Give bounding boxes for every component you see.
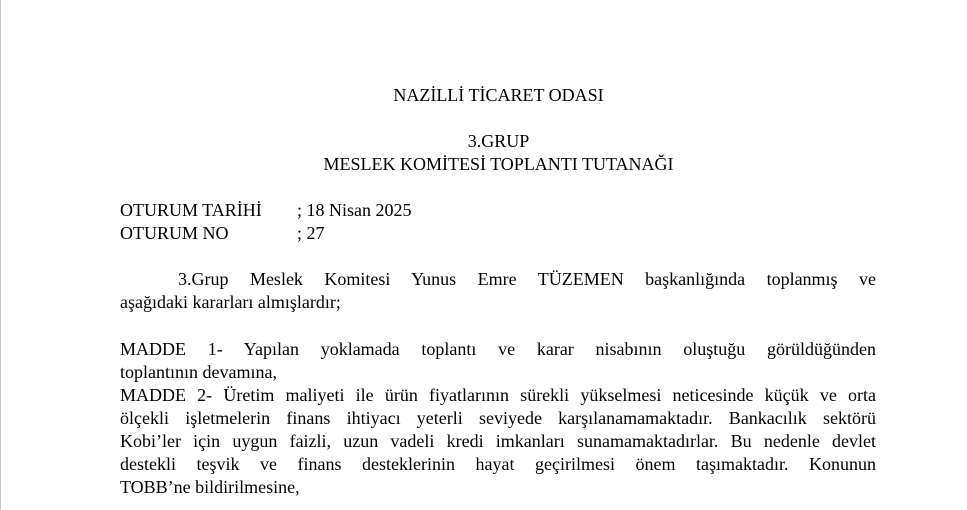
organization-title: NAZİLLİ TİCARET ODASI — [393, 85, 604, 105]
group-title: 3.GRUP — [467, 131, 530, 151]
document-title: MESLEK KOMİTESİ TOPLANTI TUTANAĞI — [323, 154, 674, 174]
article-2-line: Kobi’ler için uygun faizli, uzun vadeli kredi imkanları sunamamaktadırlar. Bu nedenle devlet — [120, 431, 876, 451]
article-2-line: TOBB’ne bildirilmesine, — [120, 477, 300, 497]
session-no-label: OTURUM NO — [120, 223, 229, 243]
intro-paragraph-line: aşağıdaki kararları almışlardır; — [120, 292, 341, 312]
article-2-line: ölçekli işletmelerin finans ihtiyacı yeterli seviyede karşılanamamaktadır. Bankacılık sektörü — [120, 408, 876, 428]
intro-paragraph-line: 3.Grup Meslek Komitesi Yunus Emre TÜZEMEN başkanlığında toplanmış ve — [178, 269, 876, 289]
article-1-line: MADDE 1- Yapılan yoklamada toplantı ve karar nisabının oluştuğu görüldüğünden — [120, 339, 876, 359]
session-date-value: ; 18 Nisan 2025 — [297, 200, 412, 220]
session-no-value: ; 27 — [297, 223, 325, 243]
article-1-line: toplantının devamına, — [120, 362, 277, 382]
article-2-line: destekli teşvik ve finans desteklerinin hayat geçirilmesi önem taşımaktadır. Konunun — [120, 454, 876, 474]
article-2-line: MADDE 2- Üretim maliyeti ile ürün fiyatlarının sürekli yükselmesi neticesinde küçük ve orta — [120, 385, 876, 405]
session-date-label: OTURUM TARİHİ — [120, 200, 262, 220]
